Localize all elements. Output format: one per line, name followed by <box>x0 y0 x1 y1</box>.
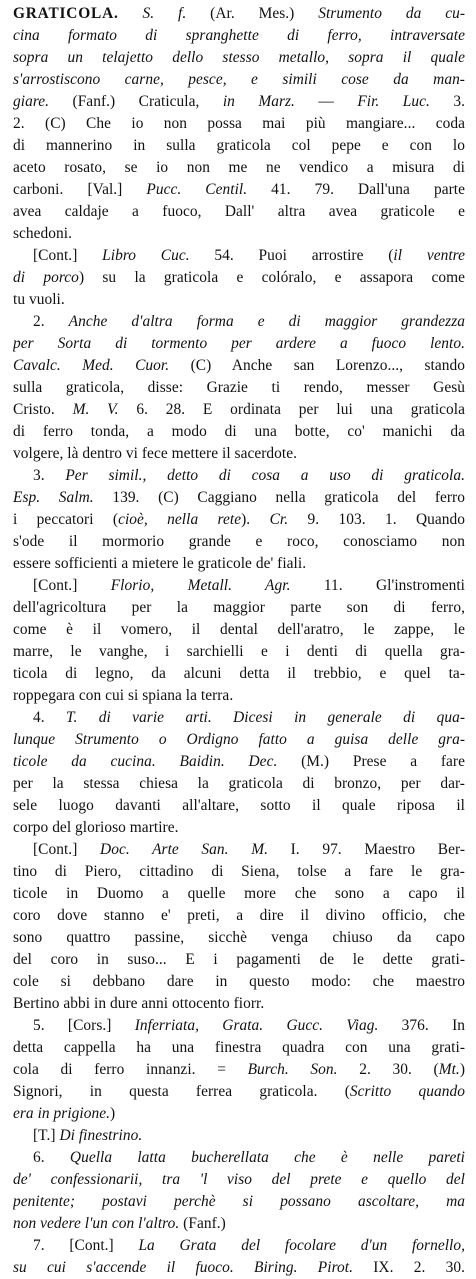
entry-text: i peccatori ( <box>13 511 119 528</box>
entry-line <box>13 399 465 421</box>
entry-text: lunque Strumento o Ordigno fatto a guisa delle gra- <box>13 731 465 748</box>
entry-text: sele luogo davanti all'altare, sotto il quale riposa il <box>13 797 465 814</box>
entry-text: del coro in suso... E i pagamenti de le dette grati- <box>13 951 465 968</box>
entry-line <box>13 3 465 25</box>
entry-text: aceto rosato, se io non me ne vendico a misura di <box>13 159 465 176</box>
entry-text: Cr. <box>269 511 289 528</box>
entry-text: penitente; postavi perchè si possano ascoltare, ma <box>13 1193 465 1210</box>
entry-line <box>13 927 465 949</box>
entry-text: giare. <box>13 93 50 110</box>
entry-text: S. f. <box>142 5 187 22</box>
entry-text: 2. 30. ( <box>337 1061 439 1078</box>
entry-line <box>13 1059 465 1081</box>
entry-text: avea caldaje a fuoco, Dall' altra avea graticole e <box>13 203 465 220</box>
entry-text: Anche d'altra forma e di maggior grandezza <box>68 313 465 330</box>
entry-text: cioè, nella rete <box>118 511 242 528</box>
entry-line <box>13 135 465 157</box>
entry-text: 2. <box>33 313 69 330</box>
entry-text: de' confessionarii, tra 'l viso del prete e quello del <box>13 1171 465 1188</box>
entry-line <box>13 773 465 795</box>
entry-text: era in prigione. <box>13 1105 110 1122</box>
entry-text: cina formato di spranghette di ferro, intraversate <box>13 27 465 44</box>
entry-line <box>13 179 465 201</box>
entry-line <box>13 905 465 927</box>
entry-line <box>13 707 465 729</box>
entry-line <box>13 25 465 47</box>
entry-line <box>13 245 465 267</box>
entry-line <box>13 113 465 135</box>
entry-text: Bertino abbi in dure anni ottocento fiorr. <box>13 995 265 1012</box>
entry-line <box>13 333 465 355</box>
entry-text: ) <box>109 1105 116 1122</box>
entry-text: (Fanf.) Craticula, <box>49 93 223 110</box>
entry-line <box>13 69 465 91</box>
entry-text: 4. <box>33 709 67 726</box>
entry-text: M. V. <box>72 401 119 418</box>
entry-text: di porco <box>13 269 79 286</box>
entry-text: detta cappella ha una finestra quadra con una grati- <box>13 1039 465 1056</box>
entry-line <box>13 531 465 553</box>
entry-line <box>13 575 465 597</box>
entry-text: Pucc. Centil. <box>146 181 248 198</box>
entry-text: Cristo. <box>13 401 73 418</box>
entry-text: non vedere l'un con l'altro. <box>13 1215 180 1232</box>
entry-line <box>13 1191 465 1213</box>
entry-text: sono quattro passine, sicchè venga chiuso da capo <box>13 929 465 946</box>
entry-text <box>119 5 143 22</box>
entry-text: IX. 2. 30. <box>353 1259 465 1276</box>
entry-line <box>13 1213 465 1235</box>
entry-text: ). <box>241 511 270 528</box>
entry-text: essere sofficienti a mietere le graticole de' fiali. <box>13 555 307 572</box>
entry-line <box>13 487 465 509</box>
entry-text: cola di ferro innanzi. = <box>13 1061 248 1078</box>
entry-text: cole si debbano dare in questo modo: che maestro <box>13 973 465 990</box>
entry-text: Mt. <box>438 1061 460 1078</box>
entry-text: 139. (C) Caggiano nella graticola del ferro <box>93 489 465 506</box>
entry-text: per la stessa chiesa la graticola di bronzo, per dar- <box>13 775 465 792</box>
entry-text: 376. In <box>378 1017 465 1034</box>
entry-text: tu vuoli. <box>13 291 65 308</box>
entry-line <box>13 157 465 179</box>
entry-text: s'arrostiscono carne, pesce, e simili cose da man- <box>13 71 465 88</box>
entry-line <box>13 1037 465 1059</box>
entry-line <box>13 553 465 575</box>
entry-line <box>13 289 465 311</box>
entry-text: 11. Gl'instromenti <box>290 577 465 594</box>
entry-text: Doc. Arte San. M. <box>100 841 268 858</box>
entry-text: volgere, là dentro vi fece mettere il sacerdote. <box>13 445 297 462</box>
entry-line <box>13 729 465 751</box>
entry-text: 9. 103. 1. Quando <box>288 511 465 528</box>
entry-line <box>13 971 465 993</box>
entry-text: Inferriata, Grata. Gucc. Viag. <box>134 1017 379 1034</box>
entry-text: 3. <box>429 93 465 110</box>
entry-line <box>13 949 465 971</box>
entry-text: Per simil., detto di cosa a uso di graticola. <box>65 467 465 484</box>
entry-line <box>13 47 465 69</box>
entry-line <box>13 1015 465 1037</box>
entry-line <box>13 267 465 289</box>
entry-text: (Ar. Mes.) <box>186 5 319 22</box>
entry-text: 54. Puoi arrostire ( <box>189 247 394 264</box>
entry-line <box>13 1103 465 1125</box>
entry-text: T. di varie arti. Dicesi in generale di qua- <box>66 709 465 726</box>
entry-line <box>13 355 465 377</box>
entry-text: per Sorta di tormento per ardere a fuoco lento. <box>13 335 465 352</box>
entry-text: Libro Cuc. <box>102 247 190 264</box>
entry-line <box>13 1235 465 1257</box>
entry-line <box>13 883 465 905</box>
entry-text: 3. <box>33 467 66 484</box>
entry-line <box>13 1125 465 1147</box>
entry-line <box>13 1147 465 1169</box>
entry-text: ticola di legno, da alcuni detta il trebbio, e quel ta- <box>13 665 465 682</box>
entry-line <box>13 685 465 707</box>
entry-text: su cui s'accende il fuoco. Biring. Pirot. <box>13 1259 354 1276</box>
entry-text: (M.) Prese a fare <box>277 753 465 770</box>
entry-text: Strumento da cu- <box>318 5 465 22</box>
entry-text: roppegara con cui si spiana la terra. <box>13 687 234 704</box>
entry-text: ) su la graticola e colóralo, e assapora come <box>78 269 465 286</box>
entry-text: 7. [Cont.] <box>33 1237 139 1254</box>
entry-text: Esp. Salm. <box>13 489 94 506</box>
entry-text: [Cont.] <box>33 577 111 594</box>
entry-text: 41. 79. Dall'una parte <box>247 181 465 198</box>
entry-text: Di finestrino. <box>59 1127 143 1144</box>
entry-text: in Marz. <box>222 93 295 110</box>
entry-line <box>13 641 465 663</box>
entry-text: [Cont.] <box>33 247 103 264</box>
entry-text: (Fanf.) <box>179 1215 226 1232</box>
entry-text: Quella latta bucherellata che è nelle pareti <box>69 1149 465 1166</box>
headword: GRATICOLA. <box>13 5 119 22</box>
entry-text: 2. (C) Che io non possa mai più mangiare... coda <box>13 115 465 132</box>
entry-line <box>13 443 465 465</box>
entry-text: Scritto quando <box>349 1083 465 1100</box>
entry-line <box>13 751 465 773</box>
entry-text: ticole da cucina. Baidin. Dec. <box>13 753 278 770</box>
entry-line <box>13 421 465 443</box>
entry-line <box>13 861 465 883</box>
entry-line <box>13 223 465 245</box>
entry-text: corpo del glorioso martire. <box>13 819 179 836</box>
entry-line <box>13 1257 465 1279</box>
entry-text: il ventre <box>393 247 465 264</box>
entry-text: di ferro tonda, a modo di una botte, co' manichi da <box>13 423 465 440</box>
entry-line <box>13 597 465 619</box>
entry-line <box>13 1169 465 1191</box>
entry-text: schedoni. <box>13 225 73 242</box>
entry-text: coro dove stanno e' preti, a dire il divino officio, che <box>13 907 465 924</box>
entry-line <box>13 795 465 817</box>
entry-text: Fir. Luc. <box>357 93 430 110</box>
entry-text: Burch. Son. <box>247 1061 338 1078</box>
entry-text: Signori, in questa ferrea graticola. ( <box>13 1083 350 1100</box>
entry-text: dell'agricoltura per la maggior parte son di ferro, <box>13 599 465 616</box>
entry-line <box>13 817 465 839</box>
entry-line <box>13 377 465 399</box>
entry-text: sopra un telajetto dello stesso metallo, sopra il quale <box>13 49 465 66</box>
entry-text: Cavalc. Med. Cuor. <box>13 357 170 374</box>
entry-text: — <box>294 93 358 110</box>
entry-text: carboni. [Val.] <box>13 181 147 198</box>
entry-text: marre, le vanghe, i sarchielli e i denti di quella gra- <box>13 643 465 660</box>
entry-text: [Cont.] <box>33 841 101 858</box>
entry-text: s'ode il mormorio grande e roco, conosciamo non <box>13 533 465 550</box>
entry-line <box>13 509 465 531</box>
entry-text: I. 97. Maestro Ber- <box>267 841 465 858</box>
entry-text: Florio, Metall. Agr. <box>110 577 291 594</box>
dictionary-entry-graticola <box>13 3 465 1279</box>
entry-line <box>13 1081 465 1103</box>
entry-line <box>13 91 465 113</box>
entry-text: 6. 28. E ordinata per lui una graticola <box>118 401 465 418</box>
entry-line <box>13 993 465 1015</box>
entry-text: La Grata del focolare d'un fornello, <box>138 1237 465 1254</box>
entry-text: (C) Anche san Lorenzo..., stando <box>169 357 465 374</box>
entry-line <box>13 839 465 861</box>
entry-text: ) <box>459 1061 465 1078</box>
entry-text: di mannerino in sulla graticola col pepe e con lo <box>13 137 465 154</box>
entry-line <box>13 619 465 641</box>
entry-text: sulla graticola, disse: Grazie ti rendo, messer Gesù <box>13 379 465 396</box>
entry-line <box>13 201 465 223</box>
entry-text: 6. <box>33 1149 70 1166</box>
entry-text: come è il vomero, il dental dell'aratro, le zappe, le <box>13 621 465 638</box>
entry-text: [T.] <box>33 1127 60 1144</box>
entry-line <box>13 311 465 333</box>
entry-text: ticole in Duomo a quelle more che sono a capo il <box>13 885 465 902</box>
entry-text: tino di Piero, cittadino di Siena, tolse a fare le gra- <box>13 863 465 880</box>
entry-text: 5. [Cors.] <box>33 1017 135 1034</box>
entry-line <box>13 465 465 487</box>
entry-line <box>13 663 465 685</box>
